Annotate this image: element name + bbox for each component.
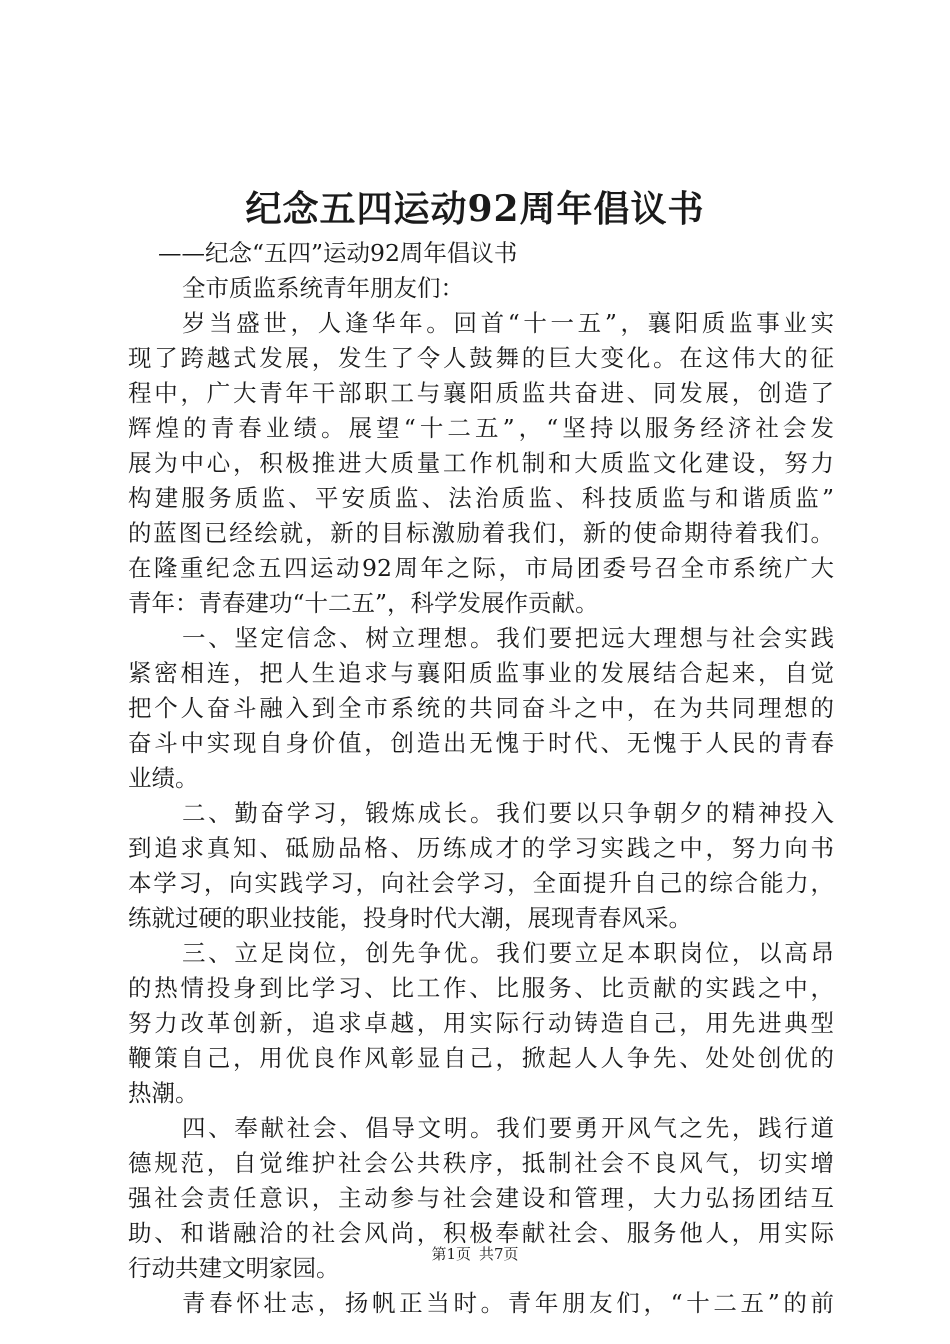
page-total: 共7页 (479, 1245, 519, 1263)
text-line: 紧密相连，把人生追求与襄阳质监事业的发展结合起来，自觉 (128, 659, 834, 687)
text-line: 二、勤奋学习，锻炼成长。我们要以只争朝夕的精神投入 (182, 799, 834, 827)
text-line: 练就过硬的职业技能，投身时代大潮，展现青春风采。 (128, 904, 692, 932)
text-line: 全市质监系统青年朋友们： (182, 274, 464, 302)
text-line: 奋斗中实现自身价值，创造出无愧于时代、无愧于人民的青春 (128, 729, 834, 757)
text-line: 德规范，自觉维护社会公共秩序，抵制社会不良风气，切实增 (128, 1149, 834, 1177)
text-line: 努力改革创新，追求卓越，用实际行动铸造自己，用先进典型 (128, 1009, 834, 1037)
text-line: 强社会责任意识，主动参与社会建设和管理，大力弘扬团结互 (128, 1184, 834, 1212)
text-line: 青春怀壮志，扬帆正当时。青年朋友们，“十二五”的前 (182, 1289, 834, 1317)
text-line: 三、立足岗位，创先争优。我们要立足本职岗位，以高昂 (182, 939, 834, 967)
text-line: 构建服务质监、平安质监、法治质监、科技质监与和谐质监” (128, 484, 834, 512)
text-line: 展为中心，积极推进大质量工作机制和大质监文化建设，努力 (128, 449, 834, 477)
text-line: 在隆重纪念五四运动92周年之际，市局团委号召全市系统广大 (128, 554, 834, 582)
text-line: 青年：青春建功“十二五”，科学发展作贡献。 (128, 589, 599, 617)
text-line: 的热情投身到比学习、比工作、比服务、比贡献的实践之中， (128, 974, 834, 1002)
text-line: 现了跨越式发展，发生了令人鼓舞的巨大变化。在这伟大的征 (128, 344, 834, 372)
text-line: ——纪念“五四”运动92周年倡议书 (158, 239, 518, 267)
text-line: 把个人奋斗融入到全市系统的共同奋斗之中，在为共同理想的 (128, 694, 834, 722)
document-body (128, 236, 834, 1321)
text-line: 行动共建文明家园。 (128, 1254, 340, 1282)
document-title: 纪念五四运动92周年倡议书 (245, 188, 705, 230)
page-number: 第1页 (431, 1245, 471, 1263)
text-line: 一、坚定信念、树立理想。我们要把远大理想与社会实践 (182, 624, 834, 652)
text-line: 助、和谐融洽的社会风尚，积极奉献社会、服务他人，用实际 (128, 1219, 834, 1247)
text-line: 本学习，向实践学习，向社会学习，全面提升自己的综合能力， (128, 869, 834, 897)
text-line: 的蓝图已经绘就，新的目标激励着我们，新的使命期待着我们。 (128, 519, 834, 547)
text-line: 四、奉献社会、倡导文明。我们要勇开风气之先，践行道 (182, 1114, 834, 1142)
text-line: 岁当盛世，人逢华年。回首“十一五”，襄阳质监事业实 (182, 309, 834, 337)
text-line: 业绩。 (128, 764, 199, 792)
text-line: 鞭策自己，用优良作风彰显自己，掀起人人争先、处处创优的 (128, 1044, 834, 1072)
text-line: 热潮。 (128, 1079, 199, 1107)
text-line: 辉煌的青春业绩。展望“十二五”，“坚持以服务经济社会发 (128, 414, 834, 442)
text-line: 程中，广大青年干部职工与襄阳质监共奋进、同发展，创造了 (128, 379, 834, 407)
page-footer (0, 1242, 950, 1266)
text-line: 到追求真知、砥励品格、历练成才的学习实践之中，努力向书 (128, 834, 834, 862)
